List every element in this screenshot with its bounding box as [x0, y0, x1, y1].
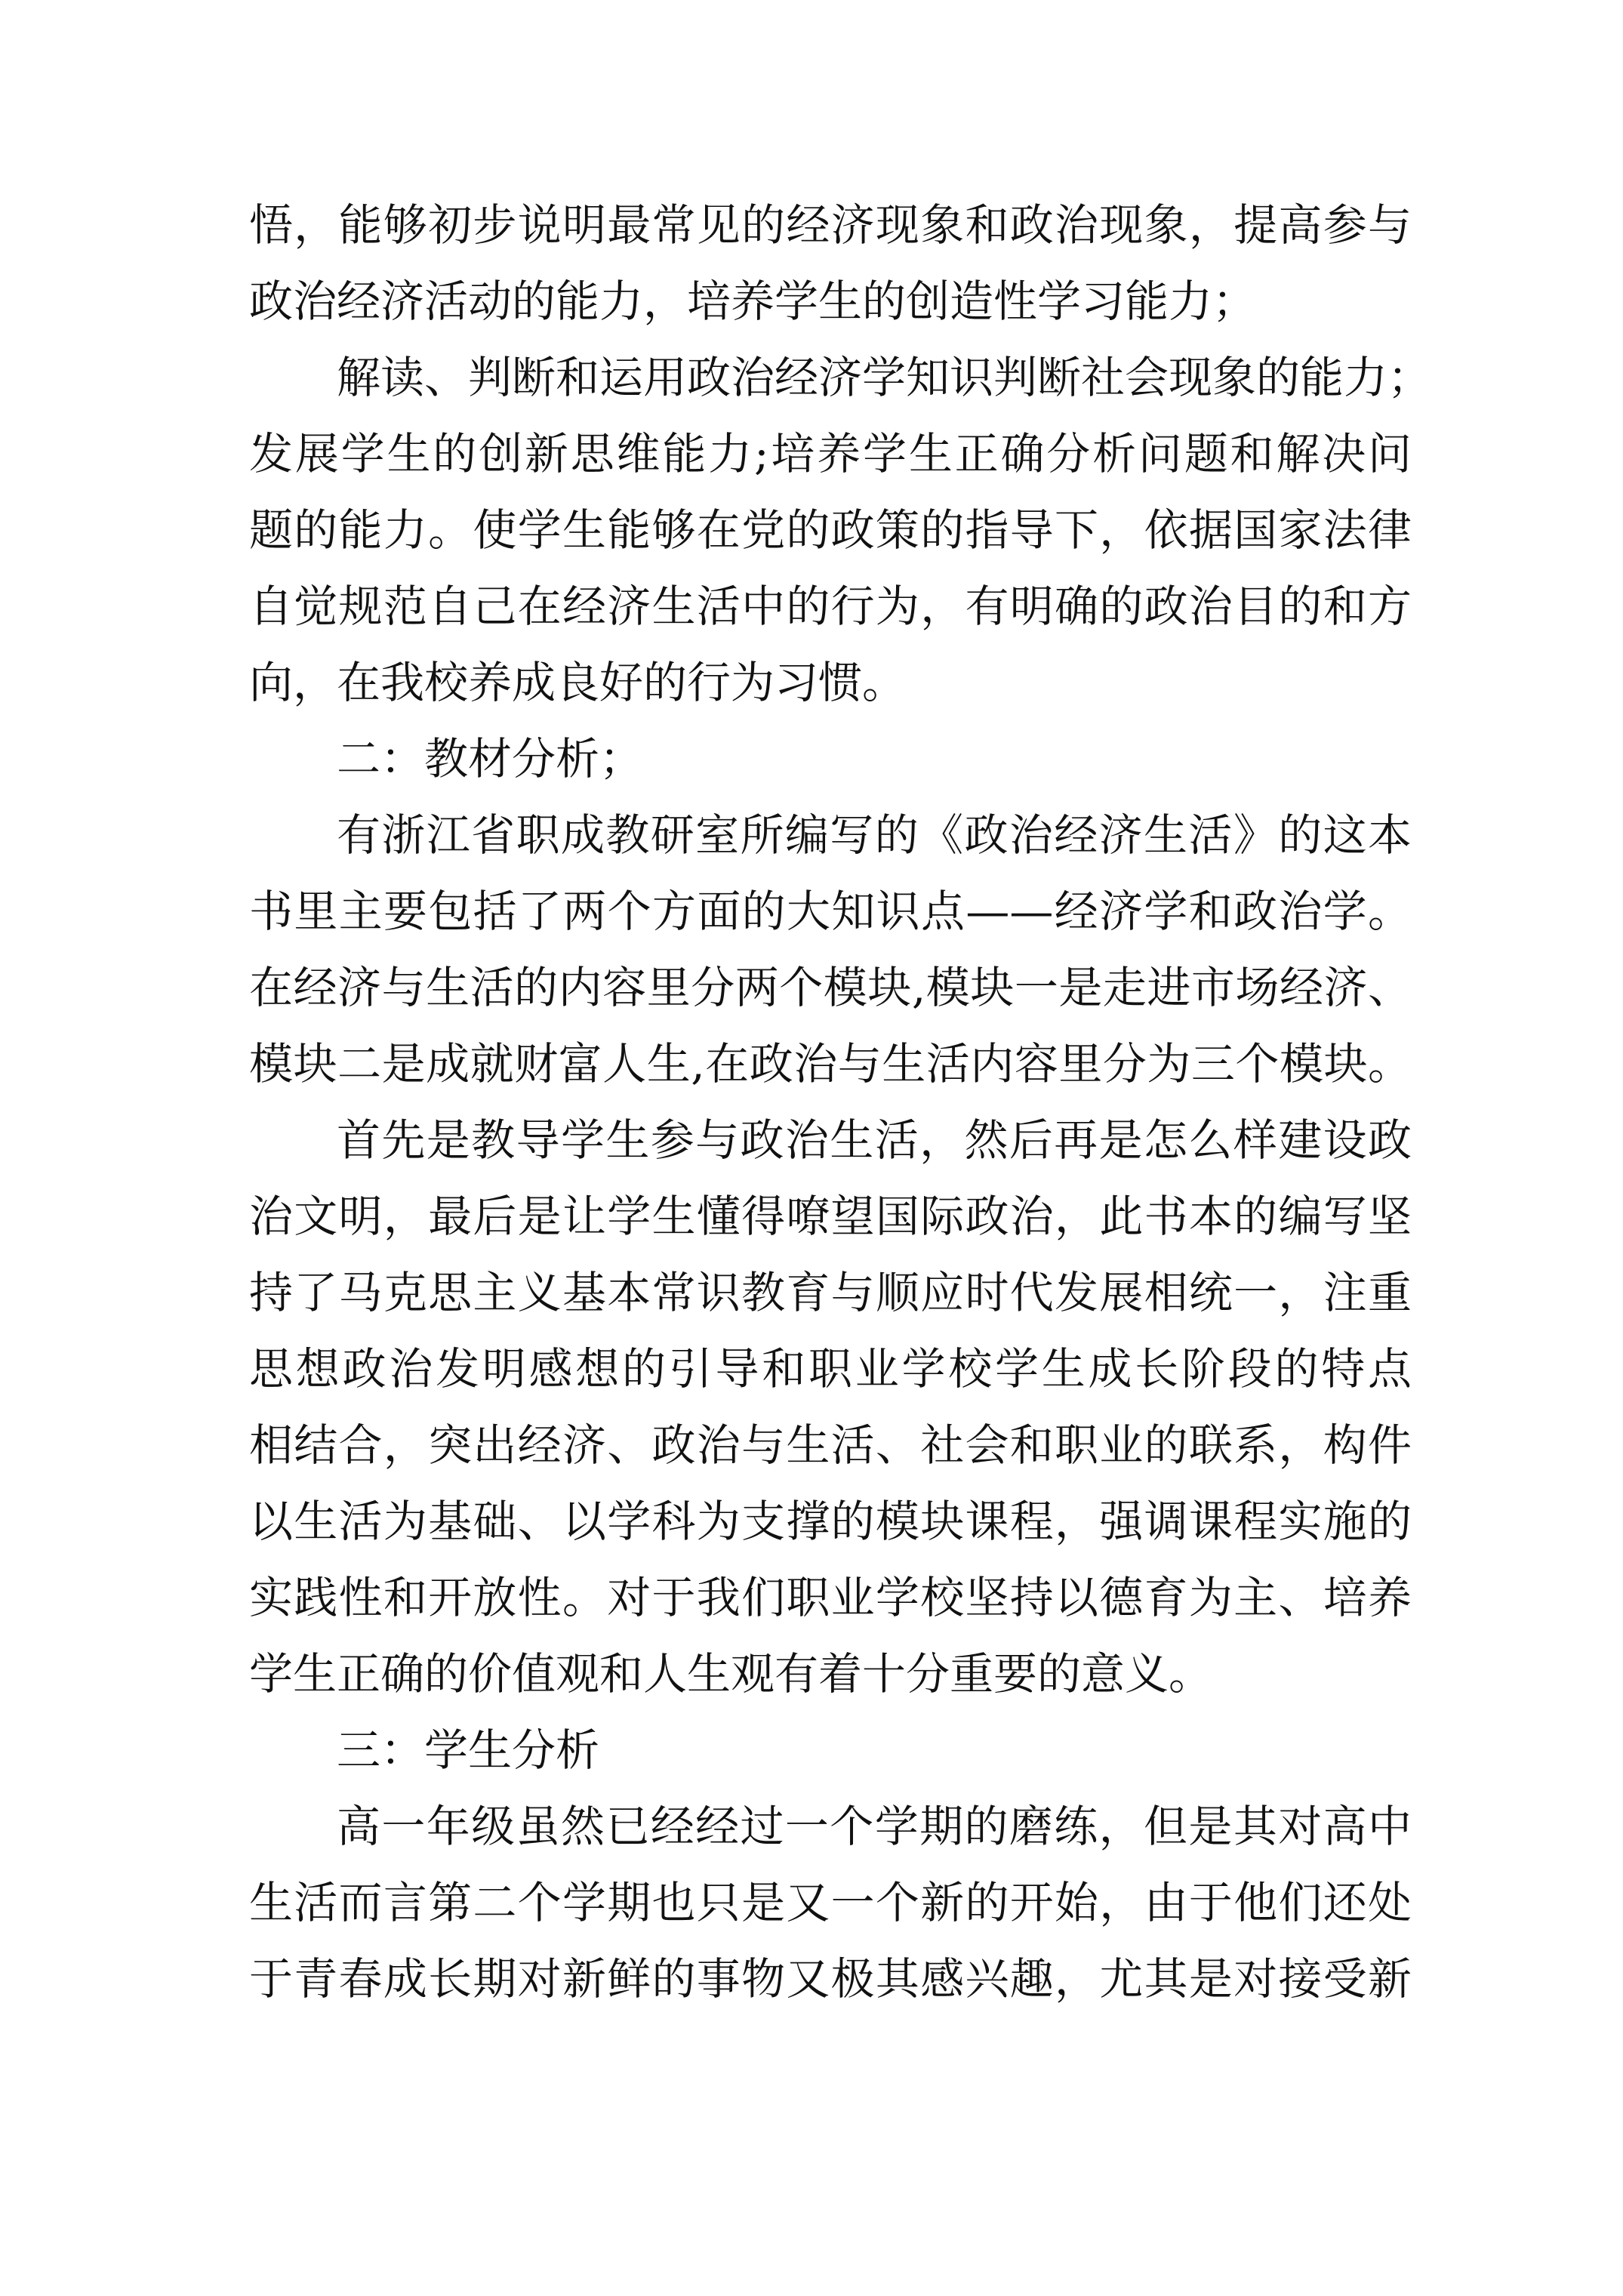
paragraph-first-line: 首先是教导学生参与政治生活，然后再是怎么样建设政 — [337, 1114, 1412, 1166]
paragraph-first-line: 有浙江省职成教研室所编写的《政治经济生活》的这本 — [337, 809, 1412, 861]
paragraph-first-line: 高一年级虽然已经经过一个学期的磨练，但是其对高中 — [337, 1801, 1412, 1852]
paragraph-line: 悟，能够初步说明最常见的经济现象和政治现象，提高参与 — [249, 199, 1412, 251]
paragraph-line: 自觉规范自己在经济生活中的行为，有明确的政治目的和方 — [249, 581, 1412, 632]
paragraph-first-line: 二：教材分析； — [337, 733, 644, 784]
paragraph-line: 实践性和开放性。对于我们职业学校坚持以德育为主、培养 — [249, 1572, 1412, 1623]
paragraph-line: 在经济与生活的内容里分两个模块,模块一是走进市场经济、 — [249, 962, 1412, 1013]
paragraph-line: 学生正确的价值观和人生观有着十分重要的意义。 — [249, 1648, 1213, 1700]
paragraph-line: 生活而言第二个学期也只是又一个新的开始，由于他们还处 — [249, 1877, 1412, 1928]
paragraph-line: 模块二是成就财富人生,在政治与生活内容里分为三个模块。 — [249, 1038, 1412, 1089]
paragraph-line: 相结合，突出经济、政治与生活、社会和职业的联系，构件 — [249, 1419, 1412, 1471]
body-text — [249, 187, 1432, 2017]
paragraph-line: 以生活为基础、以学科为支撑的模块课程，强调课程实施的 — [249, 1496, 1412, 1547]
paragraph-first-line: 三：学生分析 — [337, 1724, 600, 1776]
paragraph-line: 持了马克思主义基本常识教育与顺应时代发展相统一，注重 — [249, 1267, 1412, 1318]
paragraph-first-line: 解读、判断和运用政治经济学知识判断社会现象的能力； — [337, 352, 1432, 403]
paragraph-line: 书里主要包括了两个方面的大知识点——经济学和政治学。 — [249, 886, 1412, 937]
paragraph-line: 于青春成长期对新鲜的事物又极其感兴趣，尤其是对接受新 — [249, 1953, 1412, 2005]
paragraph-line: 治文明，最后是让学生懂得嘹望国际政治，此书本的编写坚 — [249, 1191, 1412, 1242]
paragraph-line: 思想政治发明感想的引导和职业学校学生成长阶段的特点 — [249, 1343, 1412, 1395]
paragraph-line: 题的能力。使学生能够在党的政策的指导下，依据国家法律 — [249, 504, 1412, 556]
paragraph-line: 政治经济活动的能力，培养学生的创造性学习能力； — [249, 276, 1257, 327]
paragraph-line: 向，在我校养成良好的行为习惯。 — [249, 657, 907, 708]
paragraph-line: 发展学生的创新思维能力;培养学生正确分析问题和解决问 — [249, 428, 1412, 479]
